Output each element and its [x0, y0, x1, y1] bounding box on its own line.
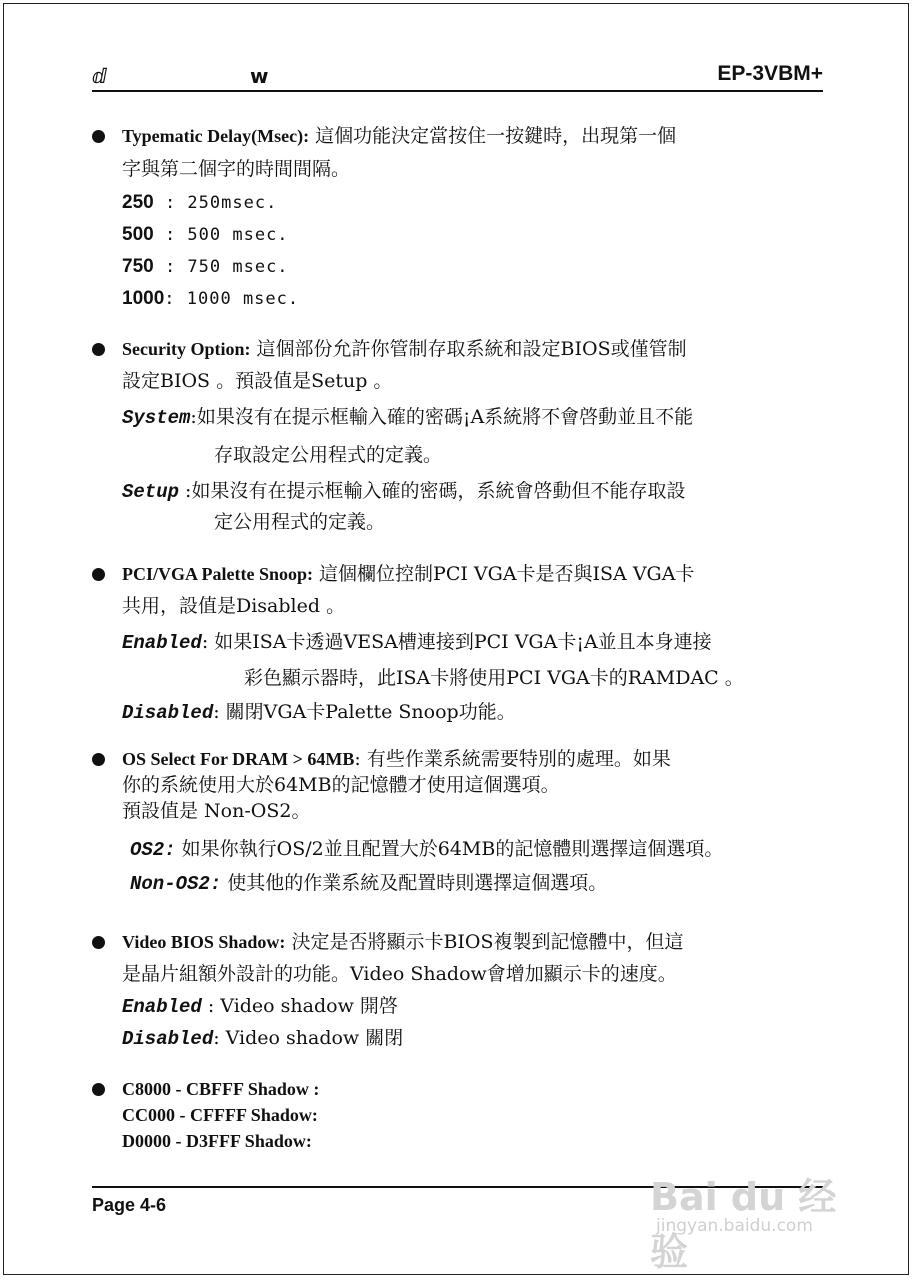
option-desc: 彩色顯示器時，此ISA卡將使用PCI VGA卡的RAMDAC 。 — [244, 667, 744, 689]
shadow-range-line: C8000 - CBFFF Shadow : — [122, 1079, 320, 1099]
page-number: Page 4-6 — [92, 1195, 167, 1215]
option-desc: 定公用程式的定義。 — [214, 511, 386, 533]
header-mark: w — [250, 64, 269, 88]
section-desc: 你的系統使用大於64MB的記憶體才使用這個選項。 — [122, 774, 560, 796]
option-item: Disabled: Video shadow 關閉 — [122, 1027, 404, 1050]
section-desc: 字與第二個字的時間間隔。 — [122, 158, 351, 180]
option-item: Disabled: 關閉VGA卡Palette Snoop功能。 — [122, 701, 516, 724]
option-item: Enabled : Video shadow 開啓 — [122, 995, 398, 1018]
shadow-range-line: CC000 - CFFFF Shadow: — [122, 1105, 318, 1125]
option-item: Non-OS2: 使其他的作業系統及配置時則選擇這個選項。 — [130, 872, 608, 895]
brand-logo-icon: ⅆ — [92, 64, 107, 88]
model-name: EP-3VBM+ — [717, 62, 823, 85]
section-desc: 這個部份允許你管制存取系統和設定BIOS或僅管制 — [256, 338, 687, 360]
section-desc: 決定是否將顯示卡BIOS複製到記憶體中，但這 — [291, 931, 684, 953]
bullet-icon — [92, 343, 105, 356]
header-rule — [92, 90, 823, 92]
option-item: 250 : 250msec. — [122, 192, 278, 213]
section-title: Security Option: — [122, 339, 251, 359]
section-desc: : 有些作業系統需要特別的處理。如果 — [354, 748, 671, 770]
shadow-range-line: D0000 - D3FFF Shadow: — [122, 1131, 312, 1151]
section-title: PCI/VGA Palette Snoop: — [122, 564, 313, 584]
page-header — [92, 62, 823, 90]
bullet-icon — [92, 753, 105, 766]
watermark-url: jingyan.baidu.com — [656, 1216, 813, 1236]
option-item: Enabled: 如果ISA卡透過VESA槽連接到PCI VGA卡¡A並且本身連接 — [122, 631, 712, 654]
section-desc: 預設值是 Non-OS2。 — [122, 800, 311, 822]
section-desc: 這個欄位控制PCI VGA卡是否與ISA VGA卡 — [319, 563, 695, 585]
option-item: System:如果沒有在提示框輸入確的密碼¡A系統將不會啓動並且不能 — [122, 406, 694, 429]
option-item: 500 : 500 msec. — [122, 224, 289, 245]
option-item: OS2: 如果你執行OS/2並且配置大於64MB的記憶體則選擇這個選項。 — [130, 838, 724, 861]
section-desc: 這個功能決定當按住一按鍵時，出現第一個 — [315, 125, 677, 147]
option-item: 1000: 1000 msec. — [122, 288, 300, 309]
bullet-icon — [92, 130, 105, 143]
watermark — [650, 1140, 870, 1274]
watermark-brand: Bai du 经验 — [650, 1175, 837, 1274]
section-title: OS Select For DRAM > 64MB — [122, 749, 355, 769]
section-title: Typematic Delay(Msec): — [122, 126, 310, 146]
option-item: Setup :如果沒有在提示框輸入確的密碼，系統會啓動但不能存取設 — [122, 480, 686, 503]
option-desc: 存取設定公用程式的定義。 — [214, 444, 443, 466]
bullet-icon — [92, 568, 105, 581]
bullet-icon — [92, 1083, 105, 1096]
section-desc: 是晶片組額外設計的功能。Video Shadow會增加顯示卡的速度。 — [122, 963, 677, 985]
section-desc: 共用，設值是Disabled 。 — [122, 595, 346, 617]
section-desc: 設定BIOS 。預設值是Setup 。 — [122, 370, 393, 392]
option-item: 750 : 750 msec. — [122, 256, 289, 277]
bullet-icon — [92, 936, 105, 949]
section-title: Video BIOS Shadow: — [122, 932, 286, 952]
